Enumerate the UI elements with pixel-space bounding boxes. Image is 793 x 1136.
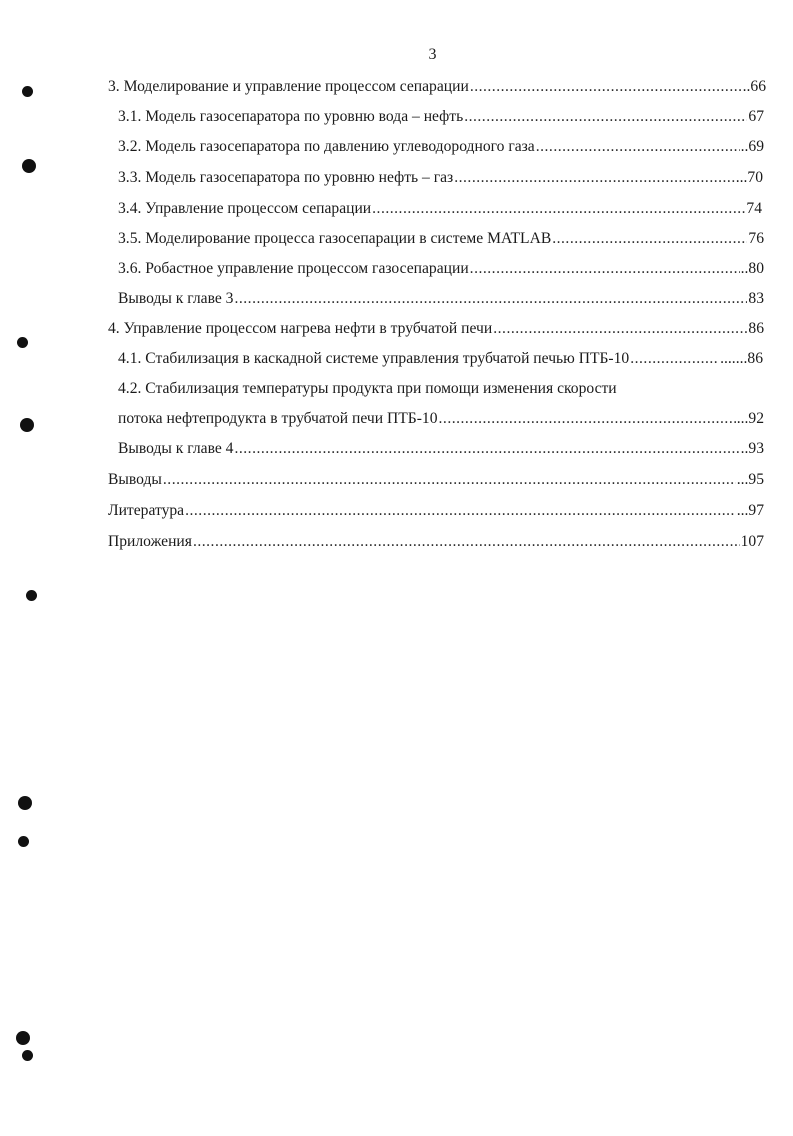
- toc-entry-page: 76: [748, 230, 764, 247]
- toc-leader-dots: [185, 501, 736, 521]
- page-number: 3: [428, 46, 437, 63]
- toc-entry: [118, 168, 763, 188]
- punch-hole-mark: [17, 337, 28, 348]
- toc-leader-dots: [193, 532, 740, 552]
- toc-entry-page: ...97: [736, 502, 764, 519]
- toc-leader-dots: [454, 168, 734, 188]
- toc-entry-title: 3.6. Робастное управление процессом газосепарации: [118, 260, 469, 277]
- toc-entry-title: Выводы к главе 3: [118, 290, 234, 307]
- toc-entry: [118, 409, 764, 429]
- toc-entry-page: .......86: [720, 350, 763, 367]
- toc-entry: [118, 259, 764, 279]
- toc-entry-page: 107: [740, 533, 764, 550]
- toc-leader-dots: [552, 229, 747, 249]
- toc-entry: [108, 532, 764, 552]
- toc-entry-title: потока нефтепродукта в трубчатой печи ПТБ-10: [118, 410, 438, 427]
- toc-entry-page: ..80: [740, 260, 764, 277]
- punch-hole-mark: [16, 1031, 30, 1045]
- toc-entry-page: ..69: [740, 138, 764, 155]
- toc-entry: [108, 319, 764, 339]
- punch-hole-mark: [20, 418, 34, 432]
- toc-entry-page: 67: [748, 108, 764, 125]
- punch-hole-mark: [22, 86, 33, 97]
- punch-hole-mark: [18, 796, 32, 810]
- toc-entry: [118, 289, 764, 309]
- toc-entry: [118, 439, 764, 459]
- toc-entry: [108, 470, 764, 490]
- toc-leader-dots: [234, 439, 739, 459]
- toc-entry-title: Литература: [108, 502, 185, 519]
- toc-leader-dots: [439, 409, 736, 429]
- toc-entry: [118, 229, 764, 249]
- toc-entry-page: 74: [746, 200, 762, 217]
- toc-leader-dots: [630, 349, 719, 369]
- toc-leader-dots: [163, 470, 736, 490]
- toc-leader-dots: [470, 259, 740, 279]
- toc-entry-page: ..66: [742, 78, 766, 95]
- punch-hole-mark: [26, 590, 37, 601]
- punch-hole-mark: [22, 1050, 33, 1061]
- toc-entry: [118, 107, 764, 127]
- toc-entry-page: ...70: [735, 169, 763, 186]
- toc-entry-title: 4. Управление процессом нагрева нефти в трубчатой печи: [108, 320, 493, 337]
- toc-entry-title: 4.1. Стабилизация в каскадной системе управления трубчатой печью ПТБ-10: [118, 350, 630, 367]
- toc-entry: [118, 199, 762, 219]
- toc-leader-dots: [493, 319, 747, 339]
- toc-leader-dots: [536, 137, 740, 157]
- toc-entry-page: 86: [748, 320, 764, 337]
- toc-entry: [108, 77, 766, 97]
- toc-entry-title: 3.1. Модель газосепаратора по уровню вода – нефть: [118, 108, 464, 125]
- toc-entry-title: 3.4. Управление процессом сепарации: [118, 200, 372, 217]
- toc-leader-dots: [234, 289, 747, 309]
- toc-entry-title: Приложения: [108, 533, 192, 550]
- toc-entry: [108, 501, 764, 521]
- toc-entry: [118, 137, 764, 157]
- toc-entry-title-line1: 4.2. Стабилизация температуры продукта при помощи изменения скорости: [118, 380, 617, 397]
- toc-entry-title: 3.2. Модель газосепаратора по давлению углеводородного газа: [118, 138, 535, 155]
- toc-entry-title: Выводы: [108, 471, 162, 488]
- toc-leader-dots: [464, 107, 747, 127]
- toc-entry-title: 3.5. Моделирование процесса газосепарации в системе MATLAB: [118, 230, 552, 247]
- toc-entry-title: 3. Моделирование и управление процессом сепарации: [108, 78, 469, 95]
- toc-entry-page: 83: [748, 290, 764, 307]
- toc-entry-title: Выводы к главе 4: [118, 440, 234, 457]
- punch-hole-mark: [22, 159, 36, 173]
- toc-entry-page: ...92: [736, 410, 764, 427]
- toc-leader-dots: [372, 199, 745, 219]
- toc-leader-dots: [470, 77, 742, 97]
- toc-entry: [118, 349, 763, 369]
- toc-entry-page: ..93: [740, 440, 764, 457]
- toc-entry-page: ...95: [736, 471, 764, 488]
- toc-entry-title: 3.3. Модель газосепаратора по уровню нефть – газ: [118, 169, 454, 186]
- punch-hole-mark: [18, 836, 29, 847]
